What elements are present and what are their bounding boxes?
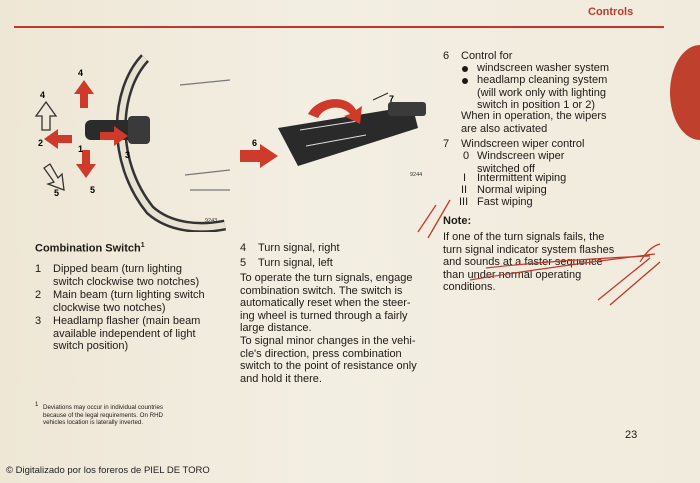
item-number: 1 (35, 263, 42, 275)
scan-credit: © Digitalizado por los foreros de PIEL DE TORO (6, 465, 210, 476)
item-number: 6 (443, 50, 450, 62)
position-mark: 0 (463, 150, 470, 162)
text-line: available independent of light (53, 327, 196, 340)
text-line: switch in position 1 or 2) (477, 99, 595, 111)
fig-label: 2 (38, 138, 44, 148)
footnote-ref: 1 (140, 242, 145, 249)
text-line: cle's direction, press combination (240, 347, 402, 360)
pen-hook (640, 244, 660, 262)
pen-checkmark (418, 200, 450, 238)
item-text: Turn signal, right (258, 242, 340, 254)
position-mark: III (459, 196, 469, 208)
item-title: Control for (461, 50, 513, 62)
section-title: Controls (588, 6, 634, 18)
heading-text: Combination Switch (35, 242, 141, 255)
text-line: headlamp cleaning system (477, 74, 608, 86)
position-text: Fast wiping (477, 196, 533, 208)
fig-label: 4 (78, 68, 84, 78)
position-text: Normal wiping (477, 184, 547, 196)
note-label: Note: (443, 215, 472, 227)
text-line: are also activated (461, 122, 548, 135)
text-line: switch clockwise two notches) (53, 275, 200, 288)
fig-label: 6 (252, 138, 258, 148)
text-line: Dipped beam (turn lighting (53, 263, 183, 275)
item-number: 7 (443, 138, 450, 150)
page-number: 23 (625, 429, 638, 441)
text-line: large distance. (240, 322, 312, 334)
text-line: and sounds at a faster sequence (443, 256, 603, 268)
pen-strokes (598, 258, 660, 305)
text-line: turn signal indicator system flashes (443, 243, 615, 256)
text-line: switched off (477, 162, 535, 175)
text-line: Headlamp flasher (main beam (53, 315, 201, 327)
position-mark: II (461, 184, 468, 196)
figure-number: 9243 (205, 218, 218, 224)
bullet-text: windscreen washer system (477, 62, 610, 74)
figure-number: 9244 (410, 172, 423, 178)
text-line: Deviations may occur in individual countries (43, 404, 164, 411)
fig-label: 5 (54, 188, 60, 198)
text-line: and hold it there. (240, 372, 322, 385)
text-line: Main beam (turn lighting switch (53, 289, 205, 301)
position-text: Intermittent wiping (477, 172, 567, 184)
text-line: If one of the turn signals fails, the (443, 231, 605, 243)
item-text: Turn signal, left (258, 257, 333, 269)
text-line: ing wheel is turned through a fairly (240, 309, 408, 322)
text-line: combination switch. The switch is (240, 284, 403, 297)
text-line: switch position) (53, 340, 129, 352)
text-line: To signal minor changes in the vehi- (240, 335, 416, 347)
text-line: To operate the turn signals, engage (240, 272, 413, 284)
text-line: switch to the point of resistance only (240, 360, 417, 372)
fig-label: 5 (90, 185, 96, 195)
text-line: because of the legal requirements. On RHD (43, 411, 164, 419)
fig-label: 1 (78, 144, 84, 154)
item-number: 4 (240, 242, 247, 254)
text-line: clockwise two notches) (53, 301, 166, 314)
item-number: 3 (35, 315, 42, 327)
fig-label: 4 (40, 90, 46, 100)
text-line: When in operation, the wipers (461, 110, 607, 122)
fig-label: 3 (125, 150, 131, 160)
item-title: Windscreen wiper control (461, 138, 585, 150)
position-mark: I (463, 172, 467, 184)
item-number: 5 (240, 257, 247, 269)
footnote-marker: 1 (35, 402, 39, 408)
text-line: than under normal operating (443, 268, 582, 281)
text-line: Windscreen wiper (477, 150, 565, 162)
text-line: automatically reset when the steer- (240, 297, 411, 309)
text-line: (will work only with lighting (477, 86, 606, 99)
text-line: conditions. (443, 281, 496, 293)
fig-label: 7 (389, 94, 395, 104)
text-line: vehicles location is laterally inverted. (43, 419, 144, 426)
item-number: 2 (35, 289, 42, 301)
